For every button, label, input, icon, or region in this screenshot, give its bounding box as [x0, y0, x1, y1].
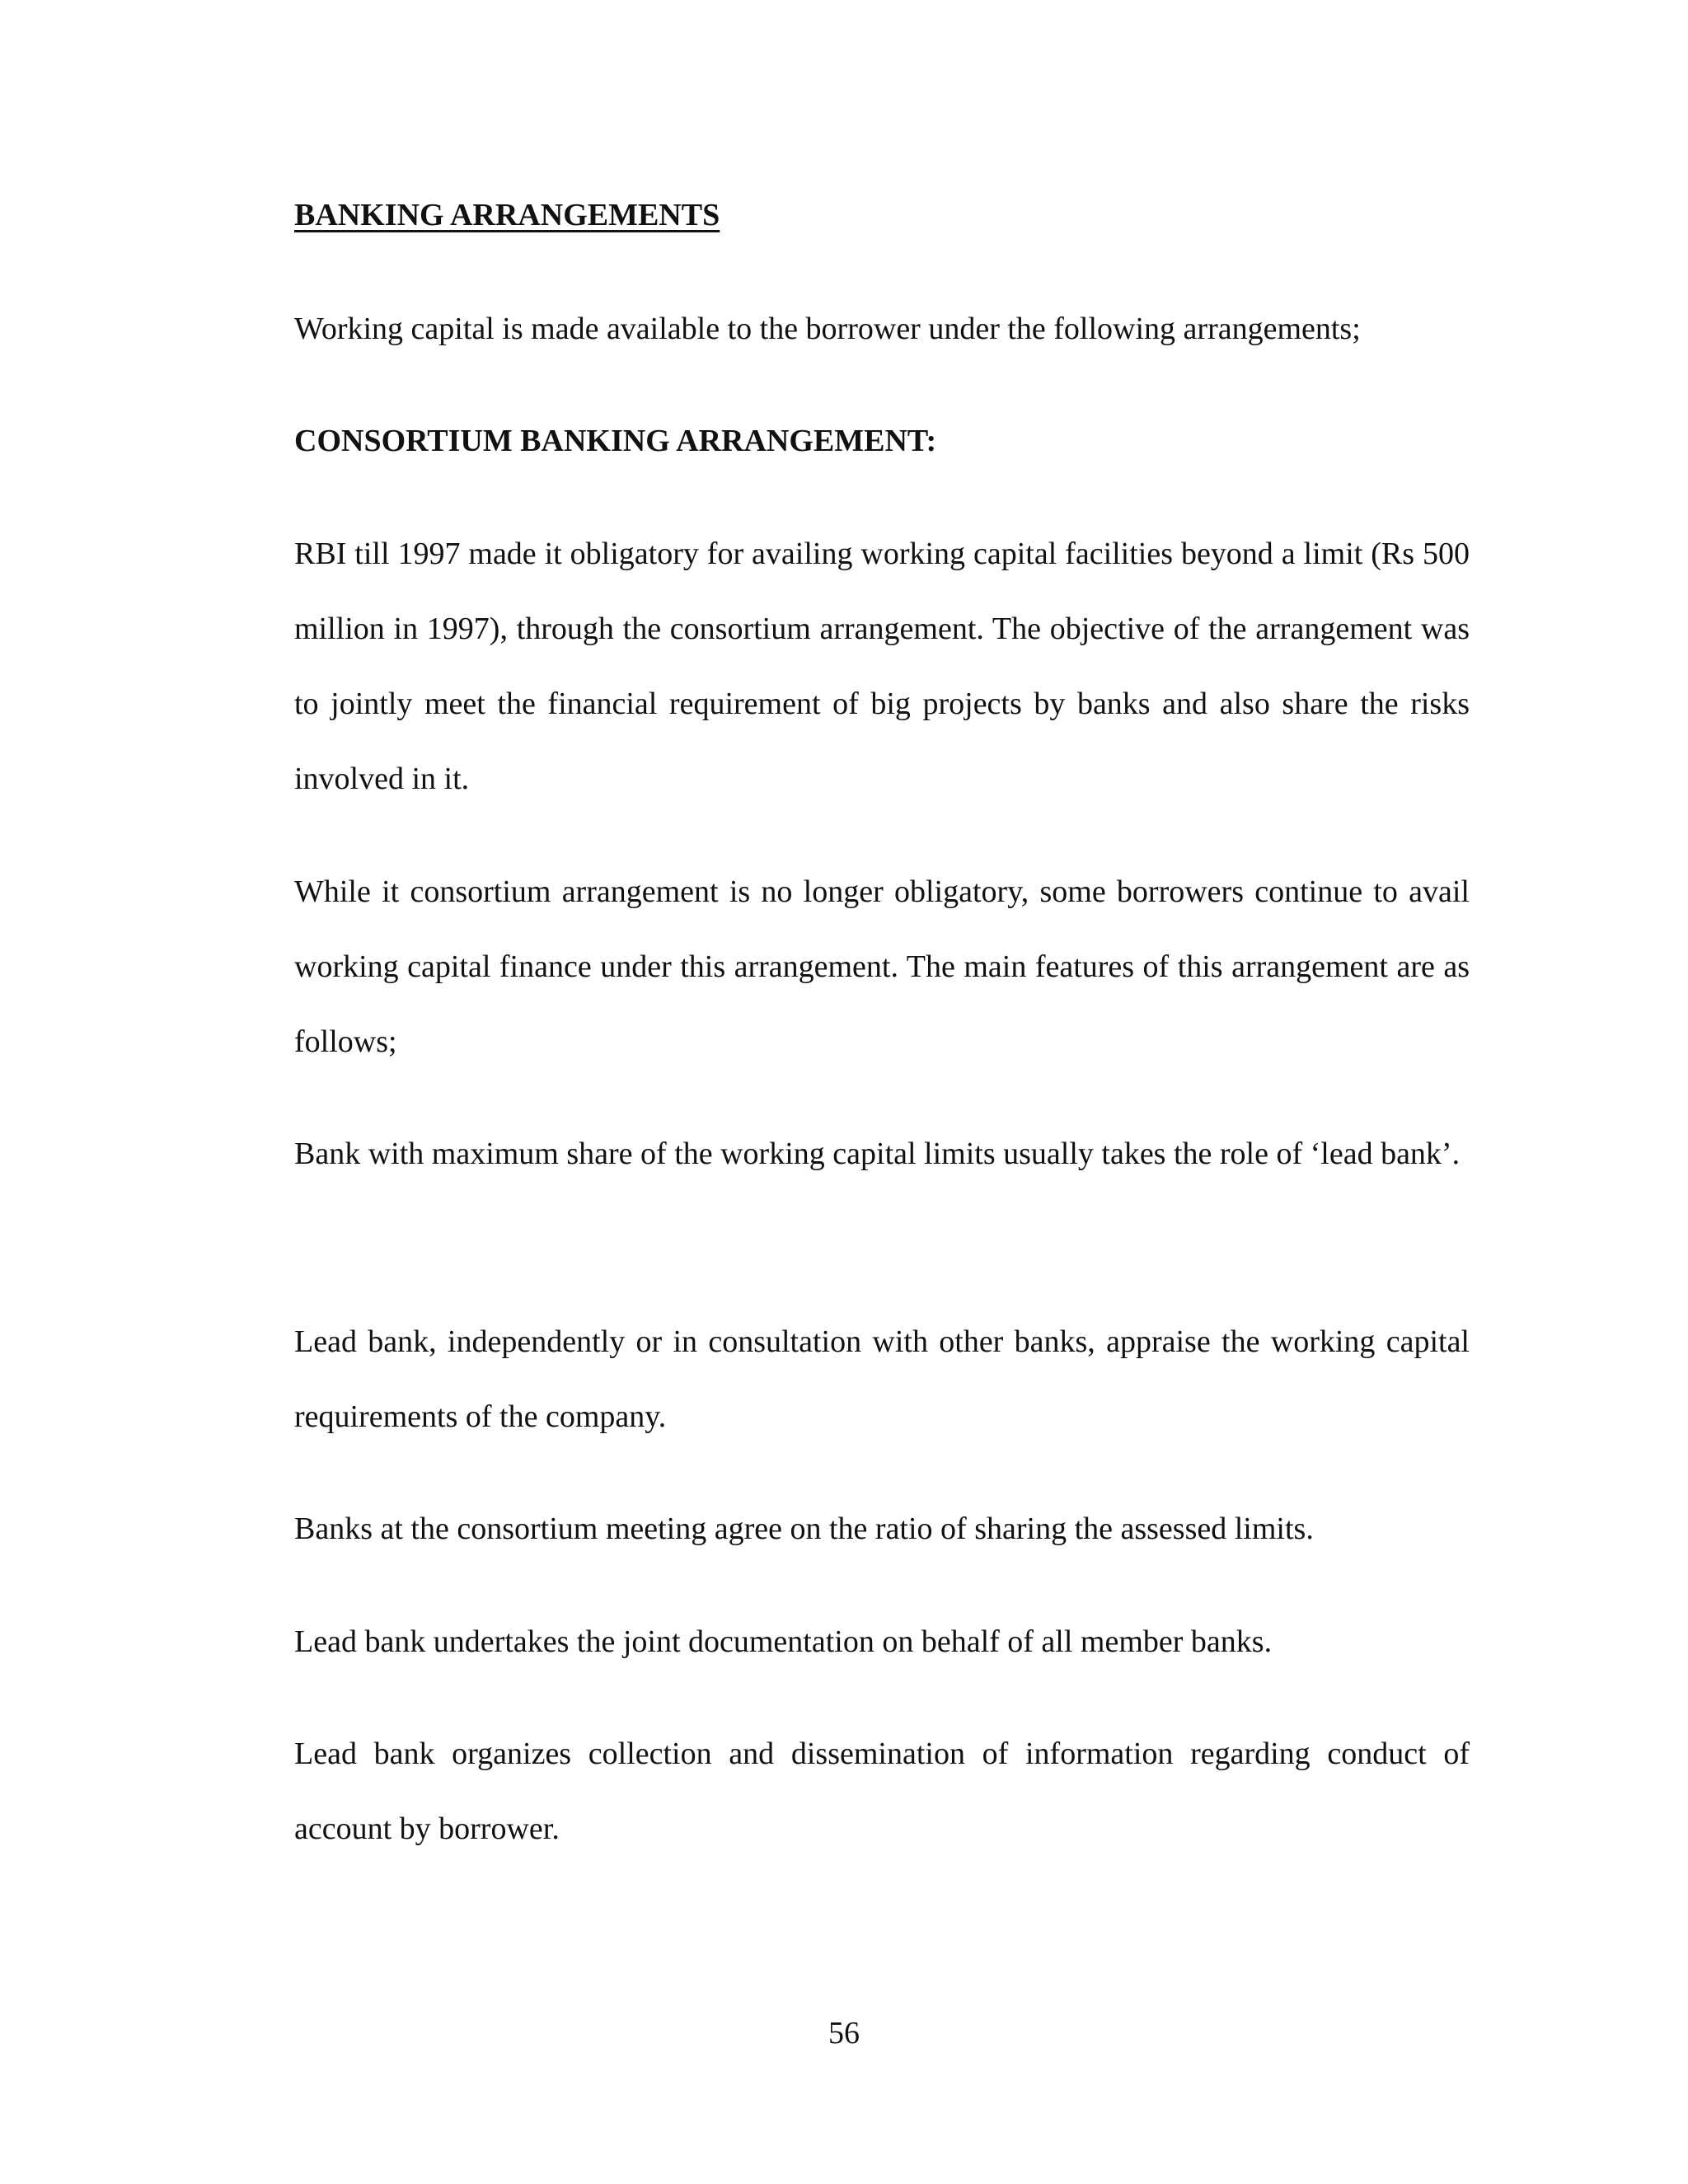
paragraph-no-longer-obligatory: While it consortium arrangement is no longer obligatory, some borrowers continue to avail working capital finance under this arrangement. The main features of this arrangement are as follows; — [294, 874, 1470, 1059]
paragraph-lead-bank-role: Bank with maximum share of the working capital limits usually takes the role of ‘lead bank’. — [294, 1137, 1461, 1171]
paragraph-information-dissemination: Lead bank organizes collection and dissemination of information regarding conduct of account by borrower. — [294, 1736, 1470, 1846]
paragraph-lead-bank-appraisal: Lead bank, independently or in consultation with other banks, appraise the working capital requirements of the company. — [294, 1324, 1470, 1434]
page-title: BANKING ARRANGEMENTS — [294, 198, 720, 232]
intro-paragraph: Working capital is made available to the borrower under the following arrangements; — [294, 312, 1361, 346]
page-number: 56 — [828, 2016, 860, 2050]
section-heading: CONSORTIUM BANKING ARRANGEMENT: — [294, 424, 937, 458]
paragraph-rbi-consortium: RBI till 1997 made it obligatory for availing working capital facilities beyond a limit (Rs 500 million in 1997), through the consortium arrangement. The objective of the arrangement was to jointly meet the financial requirement of big projects by banks and also share the risks involved in it. — [294, 537, 1470, 796]
paragraph-sharing-ratio: Banks at the consortium meeting agree on the ratio of sharing the assessed limits. — [294, 1511, 1314, 1546]
paragraph-joint-documentation: Lead bank undertakes the joint documentation on behalf of all member banks. — [294, 1624, 1273, 1659]
